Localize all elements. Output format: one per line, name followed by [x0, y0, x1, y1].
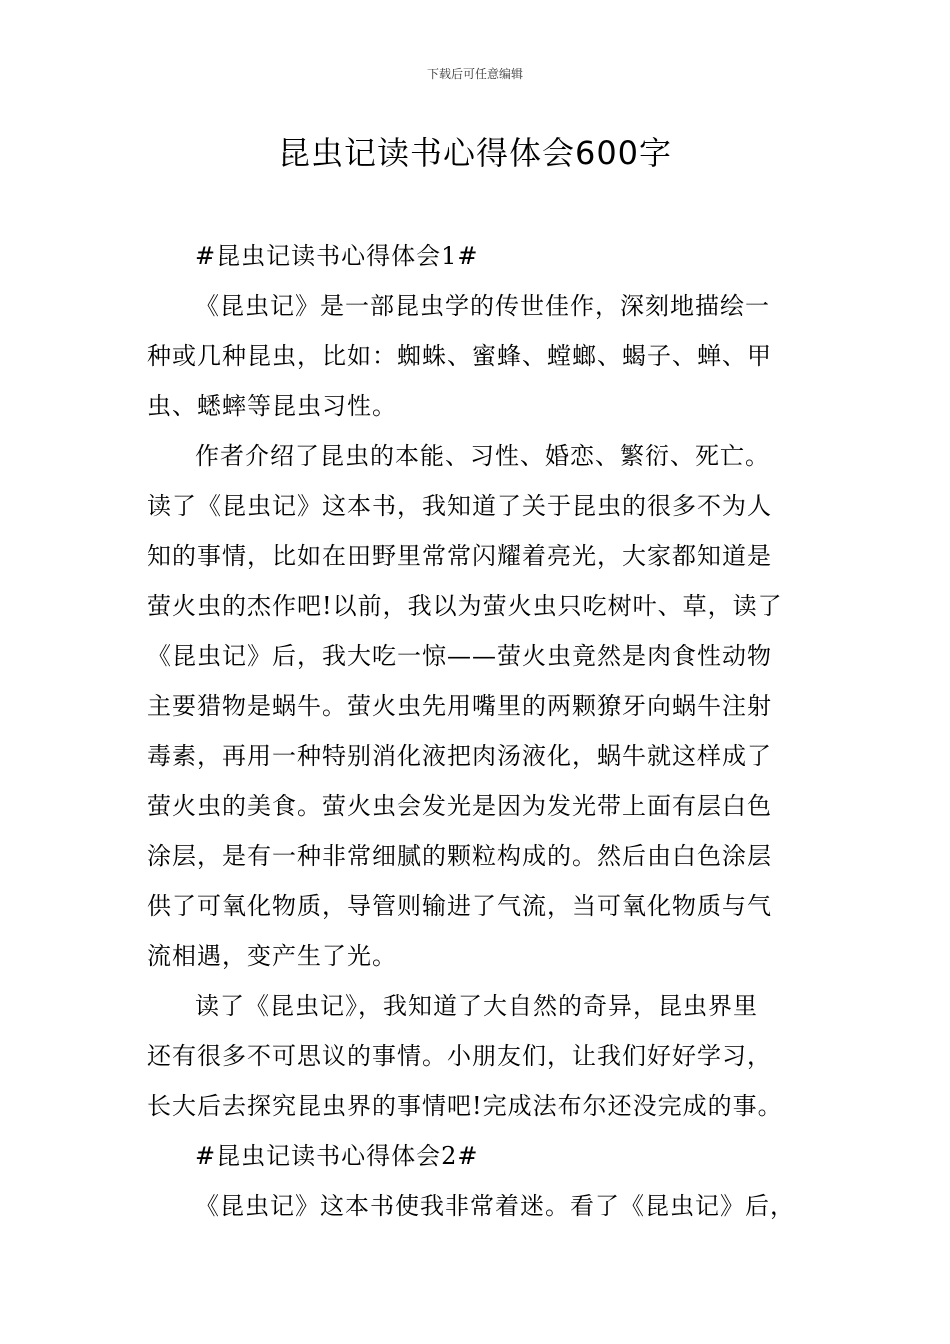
paragraph-line: 萤火虫的杰作吧!以前，我以为萤火虫只吃树叶、草，读了: [147, 592, 783, 620]
header-note: 下载后可任意编辑: [426, 67, 523, 81]
section-heading-2: #昆虫记读书心得体会2#: [195, 1142, 479, 1170]
paragraph-line: 读了《昆虫记》这本书，我知道了关于昆虫的很多不为人: [147, 492, 772, 520]
paragraph-line: 还有很多不可思议的事情。小朋友们，让我们好好学习，: [147, 1042, 772, 1070]
paragraph-line: 虫、蟋蟀等昆虫习性。: [147, 392, 397, 420]
paragraph-line: 主要猎物是蜗牛。萤火虫先用嘴里的两颗獠牙向蜗牛注射: [147, 692, 772, 720]
paragraph-line: 流相遇，变产生了光。: [147, 942, 397, 970]
paragraph-line: 知的事情，比如在田野里常常闪耀着亮光，大家都知道是: [147, 542, 772, 570]
paragraph-line: 《昆虫记》是一部昆虫学的传世佳作，深刻地描绘一: [195, 292, 770, 320]
document-title: 昆虫记读书心得体会600字: [277, 134, 673, 172]
paragraph-line: 作者介绍了昆虫的本能、习性、婚恋、繁衍、死亡。: [195, 442, 770, 470]
paragraph-line: 《昆虫记》后，我大吃一惊——萤火虫竟然是肉食性动物: [147, 642, 772, 670]
paragraph-line: 种或几种昆虫，比如：蜘蛛、蜜蜂、螳螂、蝎子、蝉、甲: [147, 342, 772, 370]
paragraph-line: 毒素，再用一种特别消化液把肉汤液化，蜗牛就这样成了: [147, 742, 772, 770]
section-heading-1: #昆虫记读书心得体会1#: [195, 242, 479, 270]
paragraph-line: 萤火虫的美食。萤火虫会发光是因为发光带上面有层白色: [147, 792, 772, 820]
paragraph-line: 涂层，是有一种非常细腻的颗粒构成的。然后由白色涂层: [147, 842, 772, 870]
paragraph-line: 《昆虫记》这本书使我非常着迷。看了《昆虫记》后，: [195, 1192, 795, 1220]
paragraph-line: 长大后去探究昆虫界的事情吧!完成法布尔还没完成的事。: [147, 1092, 783, 1120]
paragraph-line: 供了可氧化物质，导管则输进了气流，当可氧化物质与气: [147, 892, 772, 920]
paragraph-line: 读了《昆虫记》，我知道了大自然的奇异，昆虫界里: [195, 992, 758, 1020]
